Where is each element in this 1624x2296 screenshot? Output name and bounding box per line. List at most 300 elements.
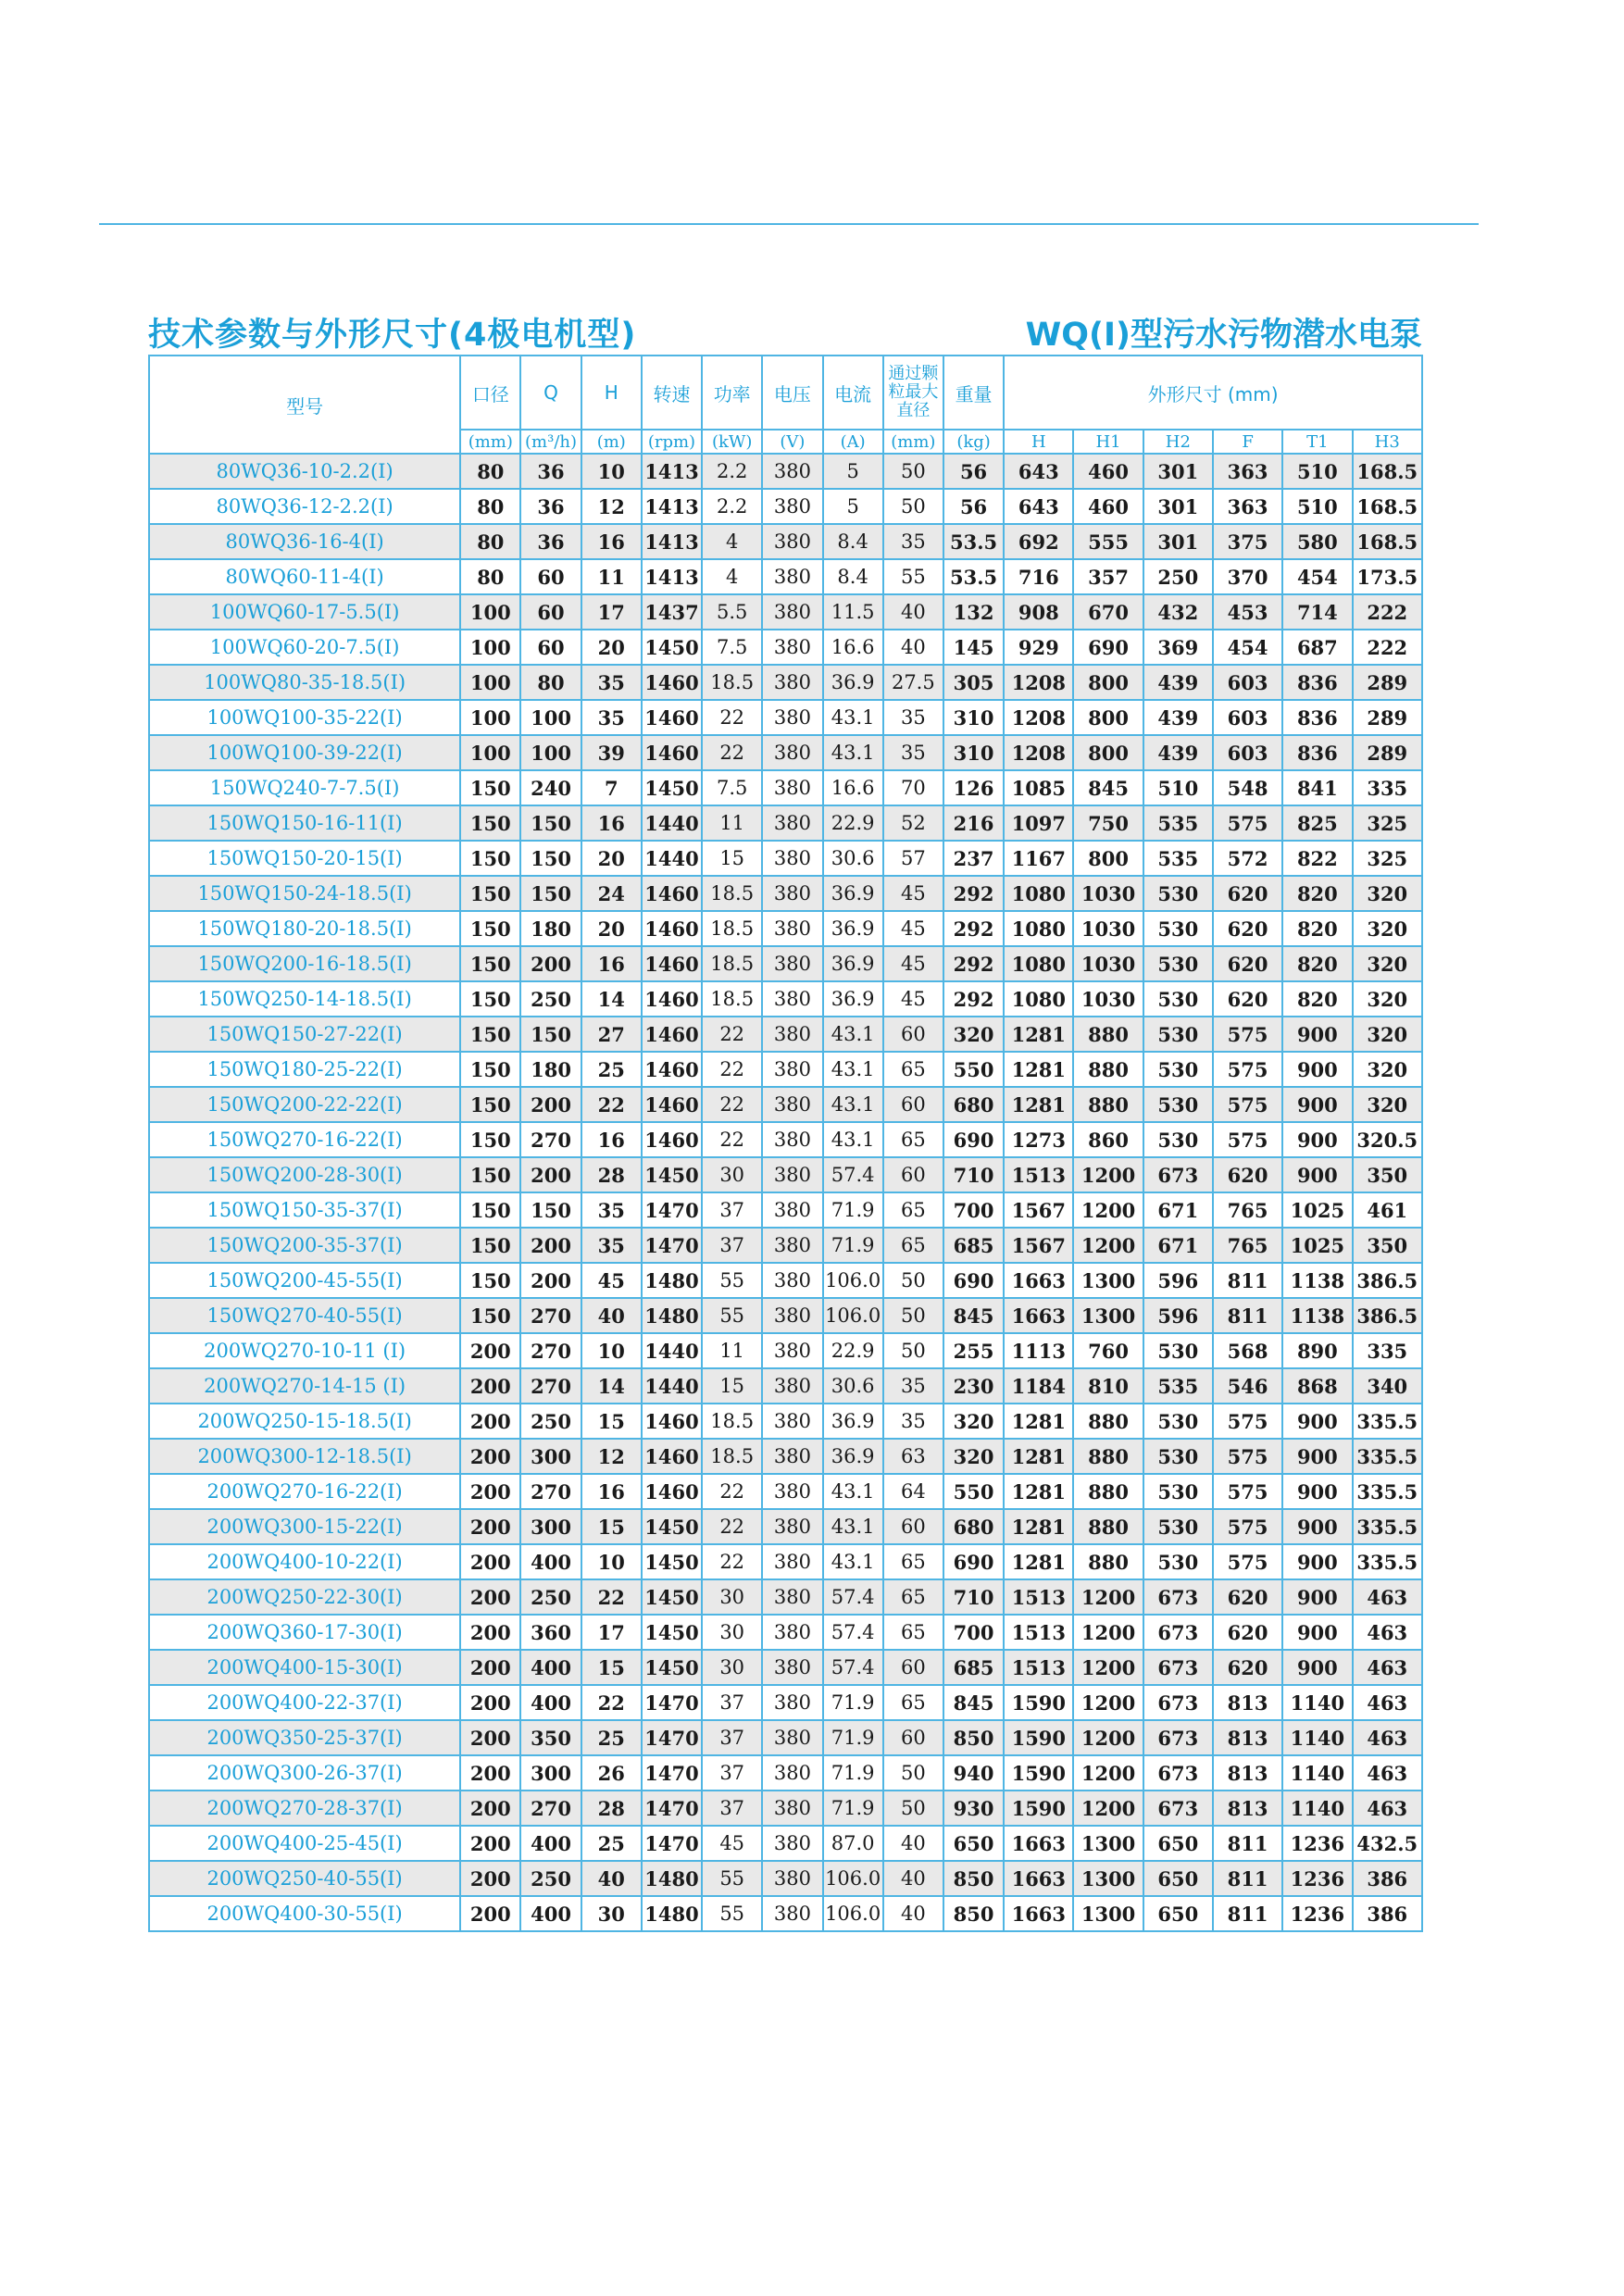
value-cell: 1300 — [1073, 1263, 1143, 1298]
value-cell: 1480 — [642, 1298, 702, 1333]
table-row — [149, 841, 1422, 876]
value-cell: 1440 — [642, 841, 702, 876]
value-cell: 673 — [1143, 1579, 1213, 1615]
value-cell: 811 — [1213, 1298, 1282, 1333]
value-cell: 890 — [1282, 1333, 1352, 1368]
value-cell: 1450 — [642, 770, 702, 805]
value-cell: 65 — [883, 1052, 943, 1087]
value-cell: 270 — [520, 1333, 581, 1368]
value-cell: 16.6 — [823, 770, 883, 805]
value-cell: 11 — [581, 559, 642, 594]
value-cell: 463 — [1353, 1579, 1423, 1615]
value-cell: 1140 — [1282, 1791, 1352, 1826]
value-cell: 43.1 — [823, 1474, 883, 1509]
value-cell: 463 — [1353, 1685, 1423, 1720]
value-cell: 1413 — [642, 489, 702, 524]
value-cell: 173.5 — [1353, 559, 1423, 594]
model-cell: 200WQ360-17-30(I) — [149, 1615, 460, 1650]
table-row — [149, 770, 1422, 805]
value-cell: 36.9 — [823, 911, 883, 946]
value-cell: 439 — [1143, 665, 1213, 700]
value-cell: 70 — [883, 770, 943, 805]
value-cell: 1300 — [1073, 1896, 1143, 1931]
col-h: H — [581, 356, 642, 430]
value-cell: 673 — [1143, 1720, 1213, 1755]
value-cell: 1281 — [1004, 1087, 1073, 1122]
value-cell: 714 — [1282, 594, 1352, 630]
value-cell: 380 — [762, 1615, 822, 1650]
value-cell: 26 — [581, 1755, 642, 1791]
value-cell: 17 — [581, 594, 642, 630]
value-cell: 65 — [883, 1685, 943, 1720]
value-cell: 22 — [702, 735, 762, 770]
table-row — [149, 1861, 1422, 1896]
value-cell: 575 — [1213, 805, 1282, 841]
value-cell: 820 — [1282, 981, 1352, 1017]
value-cell: 1281 — [1004, 1404, 1073, 1439]
value-cell: 673 — [1143, 1615, 1213, 1650]
value-cell: 1200 — [1073, 1685, 1143, 1720]
value-cell: 1030 — [1073, 981, 1143, 1017]
table-row — [149, 1826, 1422, 1861]
value-cell: 673 — [1143, 1685, 1213, 1720]
value-cell: 55 — [883, 559, 943, 594]
table-row — [149, 630, 1422, 665]
value-cell: 1413 — [642, 524, 702, 559]
value-cell: 150 — [520, 1192, 581, 1228]
value-cell: 320 — [1353, 1017, 1423, 1052]
value-cell: 380 — [762, 1579, 822, 1615]
value-cell: 335.5 — [1353, 1544, 1423, 1579]
value-cell: 106.0 — [823, 1861, 883, 1896]
value-cell: 200 — [520, 946, 581, 981]
value-cell: 43.1 — [823, 1052, 883, 1087]
value-cell: 200 — [460, 1861, 520, 1896]
value-cell: 572 — [1213, 841, 1282, 876]
model-cell: 150WQ180-25-22(I) — [149, 1052, 460, 1087]
model-cell: 150WQ150-35-37(I) — [149, 1192, 460, 1228]
value-cell: 55 — [702, 1896, 762, 1931]
table-row — [149, 524, 1422, 559]
value-cell: 50 — [883, 1333, 943, 1368]
value-cell: 439 — [1143, 700, 1213, 735]
value-cell: 60 — [883, 1087, 943, 1122]
value-cell: 1437 — [642, 594, 702, 630]
value-cell: 575 — [1213, 1087, 1282, 1122]
col-dims: 外形尺寸 (mm) — [1004, 356, 1422, 430]
value-cell: 380 — [762, 1720, 822, 1755]
value-cell: 380 — [762, 1298, 822, 1333]
table-row — [149, 946, 1422, 981]
value-cell: 380 — [762, 700, 822, 735]
value-cell: 680 — [943, 1087, 1004, 1122]
value-cell: 45 — [883, 946, 943, 981]
value-cell: 800 — [1073, 841, 1143, 876]
value-cell: 380 — [762, 1509, 822, 1544]
value-cell: 25 — [581, 1052, 642, 1087]
value-cell: 7 — [581, 770, 642, 805]
value-cell: 880 — [1073, 1509, 1143, 1544]
value-cell: 301 — [1143, 454, 1213, 489]
value-cell: 673 — [1143, 1650, 1213, 1685]
value-cell: 1470 — [642, 1826, 702, 1861]
col-model: 型号 — [149, 356, 460, 454]
value-cell: 100 — [520, 700, 581, 735]
value-cell: 380 — [762, 1017, 822, 1052]
model-cell: 200WQ270-16-22(I) — [149, 1474, 460, 1509]
table-row — [149, 876, 1422, 911]
value-cell: 301 — [1143, 524, 1213, 559]
value-cell: 680 — [943, 1509, 1004, 1544]
value-cell: 250 — [520, 1579, 581, 1615]
value-cell: 200 — [460, 1544, 520, 1579]
model-cell: 150WQ150-16-11(I) — [149, 805, 460, 841]
value-cell: 15 — [702, 1368, 762, 1404]
value-cell: 22 — [702, 1544, 762, 1579]
value-cell: 200 — [460, 1615, 520, 1650]
value-cell: 200 — [460, 1826, 520, 1861]
value-cell: 690 — [943, 1263, 1004, 1298]
col-bore: 口径 — [460, 356, 520, 430]
value-cell: 35 — [883, 1368, 943, 1404]
value-cell: 760 — [1073, 1333, 1143, 1368]
value-cell: 620 — [1213, 911, 1282, 946]
value-cell: 1440 — [642, 805, 702, 841]
value-cell: 56 — [943, 489, 1004, 524]
value-cell: 800 — [1073, 665, 1143, 700]
value-cell: 530 — [1143, 1052, 1213, 1087]
value-cell: 35 — [883, 524, 943, 559]
value-cell: 535 — [1143, 841, 1213, 876]
value-cell: 813 — [1213, 1755, 1282, 1791]
value-cell: 18.5 — [702, 911, 762, 946]
table-row — [149, 594, 1422, 630]
value-cell: 845 — [943, 1685, 1004, 1720]
value-cell: 320 — [1353, 911, 1423, 946]
value-cell: 200 — [520, 1263, 581, 1298]
table-row — [149, 454, 1422, 489]
value-cell: 900 — [1282, 1650, 1352, 1685]
table-row — [149, 1368, 1422, 1404]
table-row — [149, 805, 1422, 841]
value-cell: 43.1 — [823, 1122, 883, 1157]
value-cell: 1450 — [642, 630, 702, 665]
value-cell: 687 — [1282, 630, 1352, 665]
value-cell: 1450 — [642, 1615, 702, 1650]
value-cell: 11 — [702, 805, 762, 841]
value-cell: 811 — [1213, 1896, 1282, 1931]
value-cell: 1460 — [642, 1404, 702, 1439]
value-cell: 87.0 — [823, 1826, 883, 1861]
value-cell: 510 — [1282, 489, 1352, 524]
value-cell: 845 — [1073, 770, 1143, 805]
value-cell: 546 — [1213, 1368, 1282, 1404]
value-cell: 200 — [460, 1474, 520, 1509]
table-row — [149, 1544, 1422, 1579]
value-cell: 37 — [702, 1685, 762, 1720]
value-cell: 380 — [762, 630, 822, 665]
value-cell: 150 — [460, 1017, 520, 1052]
value-cell: 11.5 — [823, 594, 883, 630]
value-cell: 575 — [1213, 1509, 1282, 1544]
value-cell: 150 — [520, 805, 581, 841]
value-cell: 22 — [702, 1122, 762, 1157]
value-cell: 71.9 — [823, 1685, 883, 1720]
value-cell: 335 — [1353, 770, 1423, 805]
value-cell: 50 — [883, 454, 943, 489]
value-cell: 150 — [460, 911, 520, 946]
value-cell: 36.9 — [823, 1404, 883, 1439]
value-cell: 700 — [943, 1615, 1004, 1650]
value-cell: 150 — [520, 841, 581, 876]
value-cell: 386.5 — [1353, 1263, 1423, 1298]
value-cell: 35 — [581, 1228, 642, 1263]
value-cell: 168.5 — [1353, 489, 1423, 524]
value-cell: 841 — [1282, 770, 1352, 805]
value-cell: 1513 — [1004, 1615, 1073, 1650]
value-cell: 1300 — [1073, 1298, 1143, 1333]
value-cell: 340 — [1353, 1368, 1423, 1404]
unit-cell: (A) — [823, 430, 883, 454]
value-cell: 1167 — [1004, 841, 1073, 876]
value-cell: 1663 — [1004, 1896, 1073, 1931]
value-cell: 305 — [943, 665, 1004, 700]
value-cell: 300 — [520, 1509, 581, 1544]
value-cell: 16 — [581, 946, 642, 981]
unit-cell: (rpm) — [642, 430, 702, 454]
value-cell: 320 — [943, 1404, 1004, 1439]
value-cell: 40 — [883, 630, 943, 665]
model-cell: 200WQ400-30-55(I) — [149, 1896, 460, 1931]
value-cell: 643 — [1004, 454, 1073, 489]
value-cell: 1030 — [1073, 946, 1143, 981]
value-cell: 1440 — [642, 1368, 702, 1404]
value-cell: 900 — [1282, 1509, 1352, 1544]
value-cell: 650 — [1143, 1861, 1213, 1896]
value-cell: 335.5 — [1353, 1509, 1423, 1544]
table-row — [149, 700, 1422, 735]
value-cell: 237 — [943, 841, 1004, 876]
value-cell: 12 — [581, 489, 642, 524]
value-cell: 40 — [883, 1896, 943, 1931]
value-cell: 1080 — [1004, 946, 1073, 981]
value-cell: 880 — [1073, 1017, 1143, 1052]
value-cell: 1450 — [642, 1157, 702, 1192]
value-cell: 1030 — [1073, 911, 1143, 946]
value-cell: 65 — [883, 1615, 943, 1650]
value-cell: 900 — [1282, 1157, 1352, 1192]
value-cell: 1236 — [1282, 1861, 1352, 1896]
value-cell: 150 — [460, 1157, 520, 1192]
value-cell: 880 — [1073, 1052, 1143, 1087]
value-cell: 1590 — [1004, 1720, 1073, 1755]
unit-cell: (V) — [762, 430, 822, 454]
value-cell: 463 — [1353, 1650, 1423, 1685]
value-cell: 453 — [1213, 594, 1282, 630]
value-cell: 454 — [1282, 559, 1352, 594]
value-cell: 50 — [883, 489, 943, 524]
value-cell: 22 — [581, 1685, 642, 1720]
value-cell: 30 — [702, 1157, 762, 1192]
value-cell: 900 — [1282, 1017, 1352, 1052]
model-cell: 150WQ250-14-18.5(I) — [149, 981, 460, 1017]
value-cell: 200 — [460, 1650, 520, 1685]
value-cell: 620 — [1213, 981, 1282, 1017]
value-cell: 357 — [1073, 559, 1143, 594]
value-cell: 380 — [762, 1685, 822, 1720]
value-cell: 530 — [1143, 876, 1213, 911]
value-cell: 380 — [762, 1755, 822, 1791]
value-cell: 1200 — [1073, 1579, 1143, 1615]
value-cell: 45 — [883, 876, 943, 911]
value-cell: 1300 — [1073, 1826, 1143, 1861]
value-cell: 35 — [883, 1404, 943, 1439]
table-row — [149, 1052, 1422, 1087]
value-cell: 1208 — [1004, 735, 1073, 770]
value-cell: 380 — [762, 1404, 822, 1439]
value-cell: 1460 — [642, 735, 702, 770]
value-cell: 530 — [1143, 1017, 1213, 1052]
value-cell: 380 — [762, 1052, 822, 1087]
value-cell: 60 — [883, 1650, 943, 1685]
value-cell: 22.9 — [823, 805, 883, 841]
value-cell: 530 — [1143, 946, 1213, 981]
value-cell: 1140 — [1282, 1685, 1352, 1720]
value-cell: 36 — [520, 454, 581, 489]
value-cell: 222 — [1353, 594, 1423, 630]
value-cell: 380 — [762, 1474, 822, 1509]
value-cell: 650 — [943, 1826, 1004, 1861]
table-row — [149, 1122, 1422, 1157]
value-cell: 320 — [1353, 876, 1423, 911]
model-cell: 150WQ270-16-22(I) — [149, 1122, 460, 1157]
value-cell: 596 — [1143, 1263, 1213, 1298]
value-cell: 150 — [520, 1017, 581, 1052]
page-title: 技术参数与外形尺寸(4极电机型) — [148, 317, 637, 354]
value-cell: 868 — [1282, 1368, 1352, 1404]
value-cell: 80 — [460, 559, 520, 594]
product-title: WQ(I)型污水污物潜水电泵 — [1025, 317, 1422, 354]
unit-cell: H — [1004, 430, 1073, 454]
value-cell: 100 — [460, 735, 520, 770]
value-cell: 25 — [581, 1720, 642, 1755]
value-cell: 200 — [460, 1509, 520, 1544]
value-cell: 65 — [883, 1228, 943, 1263]
value-cell: 1450 — [642, 1579, 702, 1615]
value-cell: 880 — [1073, 1474, 1143, 1509]
value-cell: 20 — [581, 841, 642, 876]
table-row — [149, 1263, 1422, 1298]
value-cell: 454 — [1213, 630, 1282, 665]
value-cell: 132 — [943, 594, 1004, 630]
value-cell: 380 — [762, 524, 822, 559]
value-cell: 43.1 — [823, 735, 883, 770]
table-row — [149, 1333, 1422, 1368]
value-cell: 380 — [762, 489, 822, 524]
value-cell: 692 — [1004, 524, 1073, 559]
value-cell: 30.6 — [823, 841, 883, 876]
table-row — [149, 1192, 1422, 1228]
value-cell: 30 — [581, 1896, 642, 1931]
value-cell: 250 — [520, 1861, 581, 1896]
value-cell: 929 — [1004, 630, 1073, 665]
table-row — [149, 665, 1422, 700]
value-cell: 52 — [883, 805, 943, 841]
value-cell: 216 — [943, 805, 1004, 841]
value-cell: 71.9 — [823, 1755, 883, 1791]
value-cell: 463 — [1353, 1720, 1423, 1755]
value-cell: 1208 — [1004, 700, 1073, 735]
model-cell: 150WQ200-16-18.5(I) — [149, 946, 460, 981]
value-cell: 1460 — [642, 981, 702, 1017]
value-cell: 900 — [1282, 1544, 1352, 1579]
model-cell: 100WQ60-20-7.5(I) — [149, 630, 460, 665]
value-cell: 50 — [883, 1263, 943, 1298]
value-cell: 16.6 — [823, 630, 883, 665]
value-cell: 15 — [581, 1650, 642, 1685]
value-cell: 300 — [520, 1755, 581, 1791]
value-cell: 200 — [460, 1896, 520, 1931]
value-cell: 575 — [1213, 1052, 1282, 1087]
value-cell: 1025 — [1282, 1192, 1352, 1228]
value-cell: 380 — [762, 841, 822, 876]
value-cell: 1440 — [642, 1333, 702, 1368]
value-cell: 1470 — [642, 1192, 702, 1228]
model-cell: 100WQ60-17-5.5(I) — [149, 594, 460, 630]
value-cell: 150 — [460, 805, 520, 841]
value-cell: 40 — [883, 594, 943, 630]
value-cell: 10 — [581, 1544, 642, 1579]
model-cell: 200WQ250-15-18.5(I) — [149, 1404, 460, 1439]
value-cell: 1281 — [1004, 1017, 1073, 1052]
col-particle: 通过颗粒最大直径 — [883, 356, 943, 430]
value-cell: 1567 — [1004, 1192, 1073, 1228]
value-cell: 620 — [1213, 1157, 1282, 1192]
value-cell: 57.4 — [823, 1615, 883, 1650]
value-cell: 1281 — [1004, 1052, 1073, 1087]
value-cell: 270 — [520, 1298, 581, 1333]
value-cell: 45 — [702, 1826, 762, 1861]
value-cell: 380 — [762, 735, 822, 770]
table-row — [149, 1404, 1422, 1439]
value-cell: 765 — [1213, 1192, 1282, 1228]
value-cell: 375 — [1213, 524, 1282, 559]
value-cell: 400 — [520, 1685, 581, 1720]
value-cell: 12 — [581, 1439, 642, 1474]
value-cell: 710 — [943, 1579, 1004, 1615]
value-cell: 35 — [883, 735, 943, 770]
value-cell: 1590 — [1004, 1755, 1073, 1791]
value-cell: 37 — [702, 1192, 762, 1228]
value-cell: 1513 — [1004, 1157, 1073, 1192]
value-cell: 535 — [1143, 1368, 1213, 1404]
col-weight: 重量 — [943, 356, 1004, 430]
value-cell: 310 — [943, 735, 1004, 770]
value-cell: 150 — [460, 1228, 520, 1263]
value-cell: 825 — [1282, 805, 1352, 841]
value-cell: 1200 — [1073, 1157, 1143, 1192]
unit-cell: (mm) — [883, 430, 943, 454]
model-cell: 200WQ300-15-22(I) — [149, 1509, 460, 1544]
value-cell: 530 — [1143, 1122, 1213, 1157]
value-cell: 270 — [520, 1122, 581, 1157]
value-cell: 320 — [1353, 946, 1423, 981]
value-cell: 811 — [1213, 1861, 1282, 1896]
value-cell: 18.5 — [702, 981, 762, 1017]
value-cell: 811 — [1213, 1826, 1282, 1861]
value-cell: 335.5 — [1353, 1404, 1423, 1439]
value-cell: 270 — [520, 1368, 581, 1404]
